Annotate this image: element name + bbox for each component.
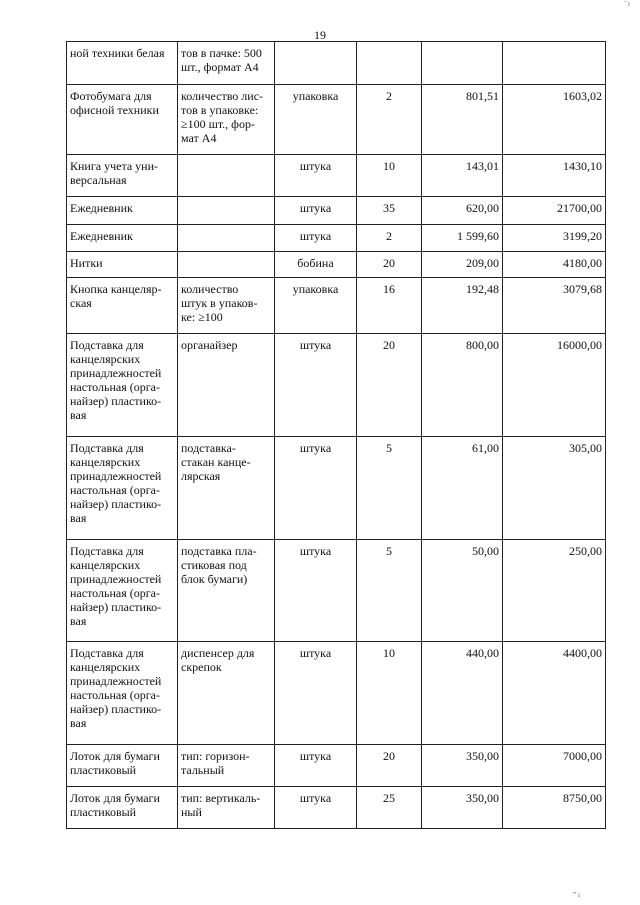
item-price-cell: 209,00 <box>422 252 503 278</box>
item-characteristics-cell: тип: вертикаль- ный <box>178 787 275 829</box>
item-unit-cell: штука <box>275 155 357 197</box>
item-characteristics-cell <box>178 155 275 197</box>
item-quantity-cell: 10 <box>357 642 422 745</box>
item-quantity-cell <box>357 42 422 85</box>
item-price-cell <box>422 42 503 85</box>
item-name-cell: Кнопка канцеляр- ская <box>67 278 178 334</box>
item-quantity-cell: 20 <box>357 745 422 787</box>
item-sum-cell: 305,00 <box>503 437 606 540</box>
corner-mark-top: ˙˙ı <box>623 0 630 8</box>
table-row <box>67 745 606 787</box>
item-quantity-cell: 5 <box>357 540 422 642</box>
item-quantity-cell: 10 <box>357 155 422 197</box>
item-sum-cell: 3079,68 <box>503 278 606 334</box>
item-sum-cell: 1603,02 <box>503 85 606 155</box>
item-quantity-cell: 16 <box>357 278 422 334</box>
item-sum-cell: 21700,00 <box>503 197 606 225</box>
item-characteristics-cell: тов в пачке: 500 шт., формат А4 <box>178 42 275 85</box>
item-unit-cell: штука <box>275 642 357 745</box>
item-sum-cell: 4180,00 <box>503 252 606 278</box>
item-sum-cell: 4400,00 <box>503 642 606 745</box>
item-quantity-cell: 20 <box>357 252 422 278</box>
table-row <box>67 787 606 829</box>
item-price-cell: 61,00 <box>422 437 503 540</box>
item-quantity-cell: 20 <box>357 334 422 437</box>
item-name-cell: Книга учета уни- версальная <box>67 155 178 197</box>
item-characteristics-cell: органайзер <box>178 334 275 437</box>
item-quantity-cell: 2 <box>357 85 422 155</box>
item-price-cell: 440,00 <box>422 642 503 745</box>
item-price-cell: 143,01 <box>422 155 503 197</box>
item-quantity-cell: 2 <box>357 225 422 252</box>
page-number: 19 <box>314 28 326 42</box>
item-characteristics-cell <box>178 225 275 252</box>
item-name-cell: Лоток для бумаги пластиковый <box>67 745 178 787</box>
item-quantity-cell: 35 <box>357 197 422 225</box>
item-price-cell: 350,00 <box>422 745 503 787</box>
table-row <box>67 225 606 252</box>
table-row <box>67 540 606 642</box>
table-row <box>67 197 606 225</box>
item-price-cell: 350,00 <box>422 787 503 829</box>
item-sum-cell <box>503 42 606 85</box>
item-price-cell: 800,00 <box>422 334 503 437</box>
item-unit-cell <box>275 42 357 85</box>
item-name-cell: Фотобумага для офисной техники <box>67 85 178 155</box>
item-name-cell: Ежедневник <box>67 225 178 252</box>
item-name-cell: Нитки <box>67 252 178 278</box>
item-unit-cell: штука <box>275 745 357 787</box>
item-unit-cell: бобина <box>275 252 357 278</box>
item-unit-cell: штука <box>275 334 357 437</box>
item-price-cell: 192,48 <box>422 278 503 334</box>
item-price-cell: 620,00 <box>422 197 503 225</box>
item-unit-cell: штука <box>275 540 357 642</box>
item-price-cell: 50,00 <box>422 540 503 642</box>
item-sum-cell: 1430,10 <box>503 155 606 197</box>
item-unit-cell: упаковка <box>275 85 357 155</box>
item-characteristics-cell: подставка пла- стиковая под блок бумаги) <box>178 540 275 642</box>
item-name-cell: Подставка для канцелярских принадлежностей настольная (орга- найзер) пластико- вая <box>67 334 178 437</box>
item-characteristics-cell <box>178 252 275 278</box>
item-characteristics-cell: подставка- стакан канце- лярская <box>178 437 275 540</box>
goods-table <box>66 41 606 829</box>
item-name-cell: Лоток для бумаги пластиковый <box>67 787 178 829</box>
table-row <box>67 437 606 540</box>
item-name-cell: Подставка для канцелярских принадлежностей настольная (орга- найзер) пластико- вая <box>67 540 178 642</box>
item-sum-cell: 250,00 <box>503 540 606 642</box>
table-row <box>67 42 606 85</box>
item-sum-cell: 7000,00 <box>503 745 606 787</box>
item-sum-cell: 3199,20 <box>503 225 606 252</box>
table-row <box>67 334 606 437</box>
item-characteristics-cell: количество лис- тов в упаковке: ≥100 шт., фор- мат А4 <box>178 85 275 155</box>
item-unit-cell: штука <box>275 787 357 829</box>
item-name-cell: ной техники белая <box>67 42 178 85</box>
item-unit-cell: штука <box>275 437 357 540</box>
item-unit-cell: упаковка <box>275 278 357 334</box>
item-characteristics-cell: тип: горизон- тальный <box>178 745 275 787</box>
item-name-cell: Подставка для канцелярских принадлежностей настольная (орга- найзер) пластико- вая <box>67 642 178 745</box>
table-row <box>67 278 606 334</box>
item-quantity-cell: 5 <box>357 437 422 540</box>
table-row <box>67 252 606 278</box>
item-quantity-cell: 25 <box>357 787 422 829</box>
item-name-cell: Ежедневник <box>67 197 178 225</box>
item-sum-cell: 8750,00 <box>503 787 606 829</box>
item-sum-cell: 16000,00 <box>503 334 606 437</box>
corner-mark-bottom: ’’ ı <box>572 891 580 899</box>
item-unit-cell: штука <box>275 197 357 225</box>
item-characteristics-cell: диспенсер для скрепок <box>178 642 275 745</box>
table-row <box>67 155 606 197</box>
item-price-cell: 1 599,60 <box>422 225 503 252</box>
item-characteristics-cell: количество штук в упаков- ке: ≥100 <box>178 278 275 334</box>
table-row <box>67 642 606 745</box>
item-price-cell: 801,51 <box>422 85 503 155</box>
table-row <box>67 85 606 155</box>
item-name-cell: Подставка для канцелярских принадлежностей настольная (орга- найзер) пластико- вая <box>67 437 178 540</box>
item-characteristics-cell <box>178 197 275 225</box>
item-unit-cell: штука <box>275 225 357 252</box>
